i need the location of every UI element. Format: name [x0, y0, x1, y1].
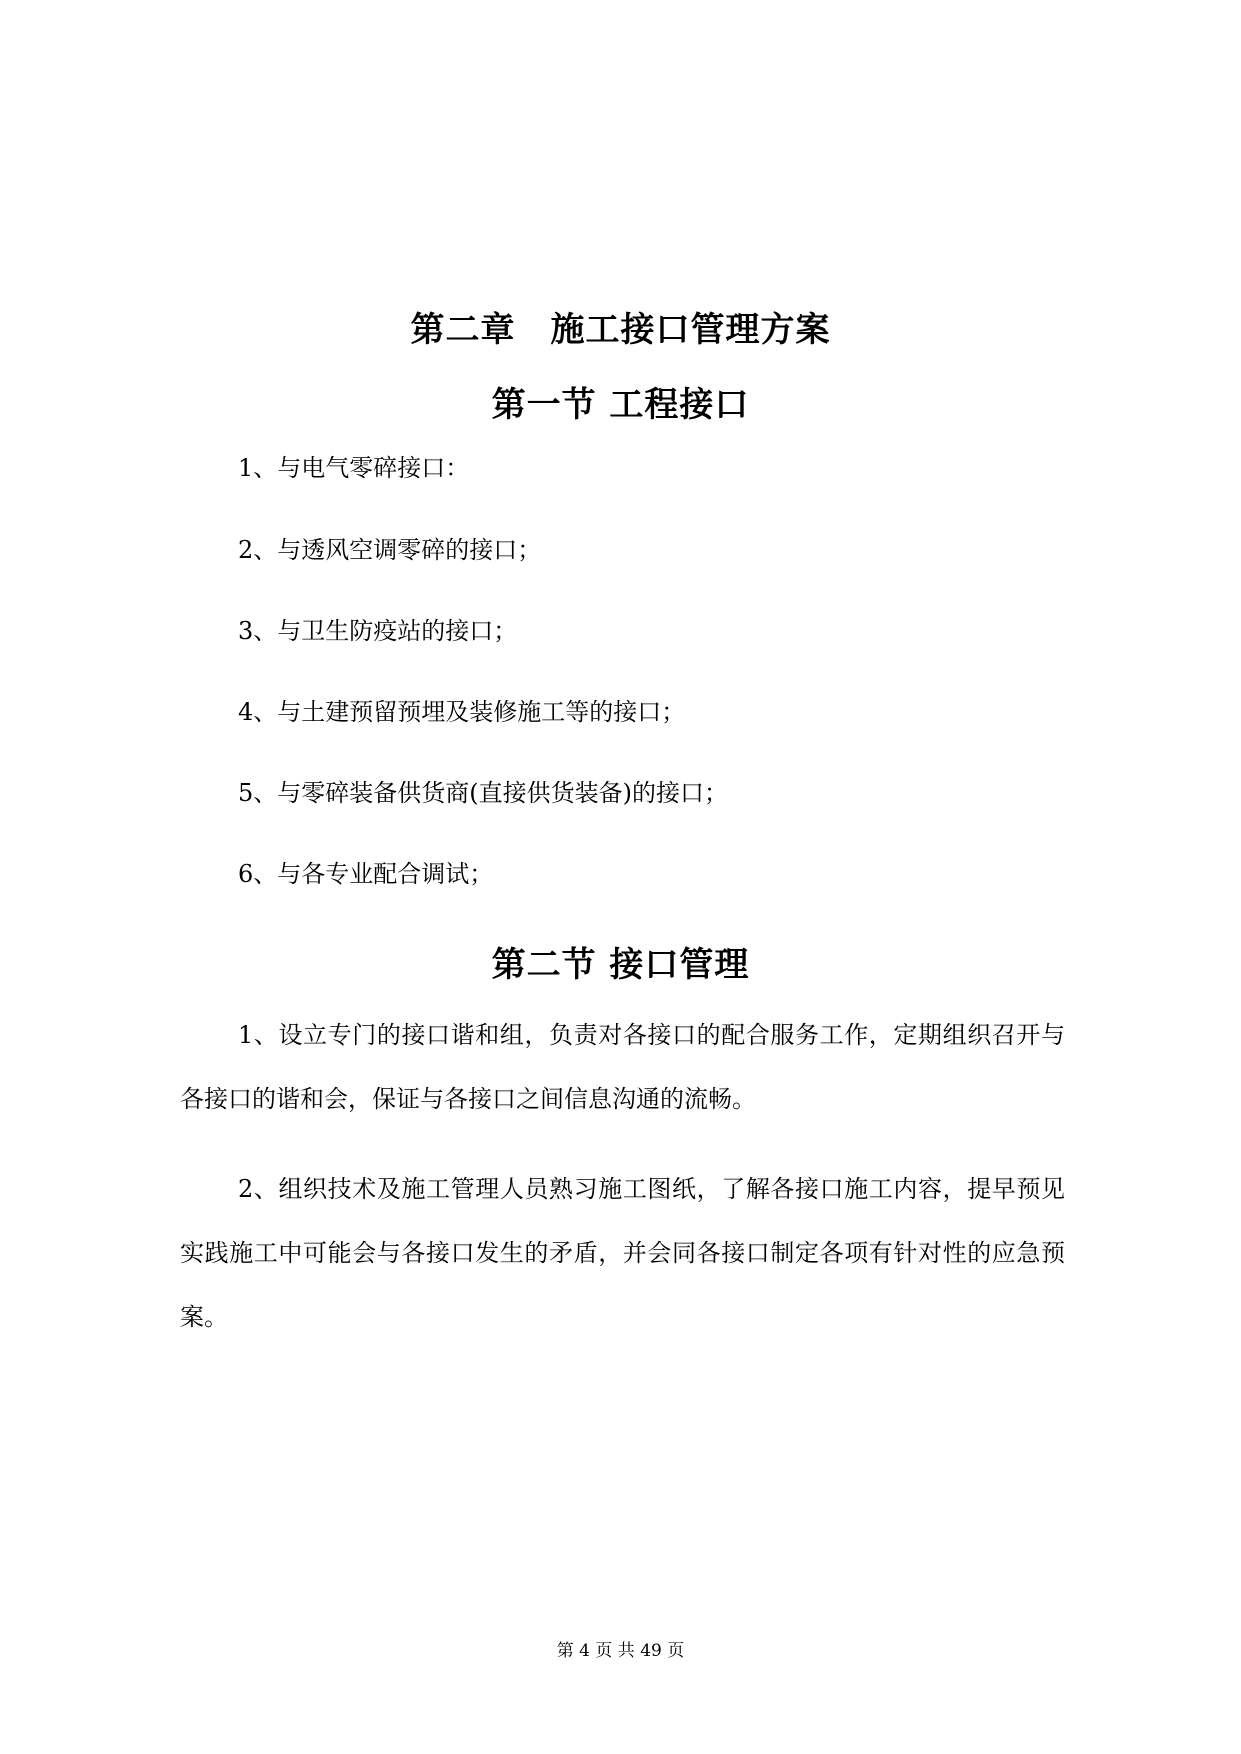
section-title-interface-management: 第二节 接口管理	[491, 945, 750, 985]
list-item: 5、与零碎装备供货商(直接供货装备)的接口；	[238, 779, 728, 807]
list-item: 3、与卫生防疫站的接口；	[238, 617, 518, 645]
list-item: 4、与土建预留预埋及装修施工等的接口；	[238, 698, 686, 726]
list-item: 6、与各专业配合调试；	[238, 860, 494, 888]
paragraph: 2、组织技术及施工管理人员熟习施工图纸，了解各接口施工内容，提早预见实践施工中可能会与各接口发生的矛盾，并会同各接口制定各项有针对性的应急预案。	[180, 1175, 1065, 1331]
list-item: 2、与透风空调零碎的接口；	[238, 536, 542, 564]
section-title-engineering-interfaces: 第一节 工程接口	[491, 385, 750, 425]
chapter-title: 第二章 施工接口管理方案	[410, 310, 831, 350]
page-number-footer: 第 4 页 共 49 页	[556, 1641, 685, 1661]
list-item: 1、与电气零碎接口：	[238, 454, 470, 482]
paragraph: 1、设立专门的接口谐和组，负责对各接口的配合服务工作，定期组织召开与各接口的谐和会，保证与各接口之间信息沟通的流畅。	[180, 1021, 1065, 1113]
